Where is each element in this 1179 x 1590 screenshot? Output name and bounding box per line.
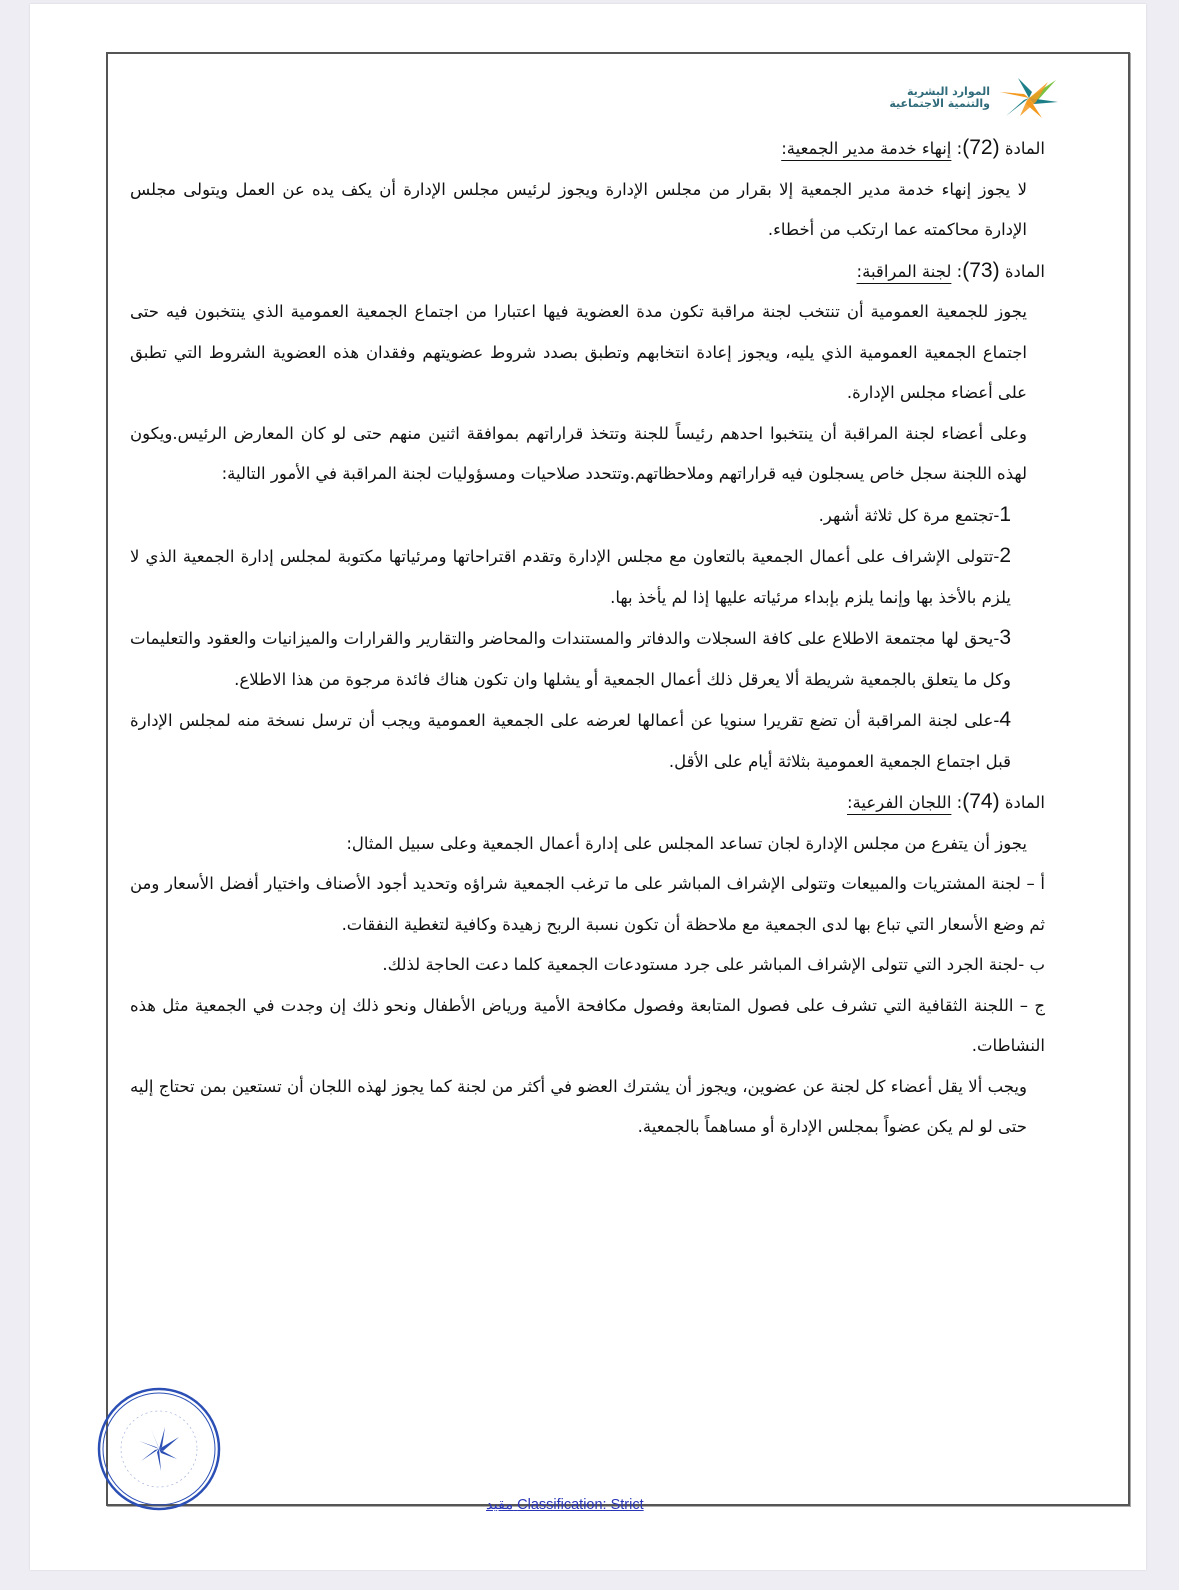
item-number: 3 — [999, 626, 1011, 649]
article-74-intro: يجوز أن يتفرع من مجلس الإدارة لجان تساعد المجلس على إدارة أعمال الجمعية وعلى سبيل المثال: — [346, 833, 1027, 853]
article-72-body: لا يجوز إنهاء خدمة مدير الجمعية إلا بقرار من مجلس الإدارة ويجوز لرئيس مجلس الإدارة أن يكف يده عن العمل ويتولى مجلس الإدارة محاكمته عما ارتكب من أخطاء. — [130, 179, 1027, 239]
item-text: اللجنة الثقافية التي تشرف على فصول المتابعة وفصول مكافحة الأمية ورياض الأطفال ونحو ذلك إن وجدت في الجمعية مثل هذه النشاطات. — [130, 995, 1045, 1055]
stamp-emblem-icon — [139, 1427, 179, 1471]
item-number: 2 — [999, 544, 1011, 567]
item-text: لجنة الجرد التي تتولى الإشراف المباشر على جرد مستودعات الجمعية كلما دعت الحاجة لذلك. — [382, 955, 1019, 974]
list-item — [130, 618, 1045, 700]
list-item — [130, 945, 1045, 986]
ministry-emblem-icon — [998, 76, 1060, 120]
article-prefix: المادة — [1004, 139, 1045, 158]
item-text: -تتولى الإشراف على أعمال الجمعية بالتعاون مع مجلس الإدارة وتقدم اقتراحاتها ومرئياتها مكتوبة لمجلس إدارة الجمعية الذي لا يلزم بالأخذ بها وإنما يلزم بإبداء مرئياته عليها إذا لم يأخذ بها. — [130, 547, 1011, 607]
article-title: لجنة المراقبة: — [856, 261, 952, 281]
article-73-para-2: وعلى أعضاء لجنة المراقبة أن ينتخبوا احدهم رئيساً للجنة وتتخذ قراراتهم بموافقة اثنين منهم حتى لو كان المعارض الرئيس.ويكون لهذه اللجنة سجل خاص يسجلون فيه قراراتهم وملاحظاتهم.وتتحدد صلاحيات ومسؤوليات لجنة المراقبة في الأمور التالية: — [130, 423, 1027, 483]
list-item — [130, 495, 1045, 537]
item-number: 1 — [999, 502, 1011, 526]
article-title: إنهاء خدمة مدير الجمعية: — [781, 139, 952, 158]
list-item — [130, 986, 1045, 1067]
list-item — [130, 700, 1045, 782]
article-74-closing: ويجب ألا يقل أعضاء كل لجنة عن عضوين، ويجوز أن يشترك العضو في أكثر من لجنة كما يجوز لهذه اللجان أن تستعين بمن تحتاج إليه حتى لو لم يكن عضواً بمجلس الإدارة أو مساهماً بالجمعية. — [130, 1076, 1027, 1136]
official-stamp — [96, 1386, 222, 1512]
article-prefix: المادة — [1004, 261, 1045, 281]
logo-line-2: والتنمية الاجتماعية — [889, 97, 990, 110]
article-73-heading: المادة (73): لجنة المراقبة: — [856, 258, 1045, 282]
item-label: ب - — [1018, 955, 1045, 974]
logo-line-1: الموارد البشرية — [907, 85, 990, 98]
article-73-para-1: يجوز للجمعية العمومية أن تنتخب لجنة مراقبة تكون مدة العضوية فيها اعتبارا من اجتماع الجمعية العمومية الذي ينتخبون فيه حتى اجتماع الجمعية العمومية الذي يليه، ويجوز إعادة انتخابهم وتطبق بصدد شروط عضويتهم وفقدان هذه العضوية الشروط التي تطبق على أعضاء مجلس الإدارة. — [130, 302, 1027, 402]
item-text: -على لجنة المراقبة أن تضع تقريرا سنويا عن أعمالها لعرضه على الجمعية العمومية ويجب أن ترسل نسخة منه لمجلس الإدارة قبل اجتماع الجمعية العمومية بثلاثة أيام على الأقل. — [130, 711, 1011, 771]
article-72-heading: المادة (72): إنهاء خدمة مدير الجمعية: — [781, 136, 1045, 159]
list-item — [130, 864, 1045, 945]
item-number: 4 — [999, 708, 1011, 731]
article-title: اللجان الفرعية: — [847, 793, 952, 812]
item-text: لجنة المشتريات والمبيعات وتتولى الإشراف المباشر على ما ترغب الجمعية شراؤه وتحديد أجود الأصناف واختيار أفضل الأسعار ومن ثم وضع الأسعار التي تباع بها لدى الجمعية مع ملاحظة أن تكون نسبة الربح زهيدة وكافية لتغطية النفقات. — [130, 874, 1045, 934]
article-74-heading: المادة (74): اللجان الفرعية: — [847, 790, 1045, 813]
article-number: (74) — [962, 790, 1000, 813]
document-body — [130, 128, 1045, 1148]
classification-label — [486, 1497, 644, 1513]
article-number: (73) — [962, 258, 1000, 282]
logo-text — [889, 86, 990, 110]
item-text: -تجتمع مرة كل ثلاثة أشهر. — [818, 505, 1000, 525]
item-label: ج – — [1013, 995, 1046, 1015]
ministry-logo — [880, 76, 1060, 120]
article-prefix: المادة — [1004, 793, 1045, 812]
item-text: -يحق لها مجتمعة الاطلاع على كافة السجلات والدفاتر والمستندات والمحاضر والتقارير والقرارات والميزانيات والعقود والتعليمات وكل ما يتعلق بالجمعية شريطة ألا يعرقل ذلك أعمال الجمعية أو يشلها وان تكون هناك فائدة مرجوة من هذا الاطلاع. — [130, 629, 1011, 689]
article-number: (72) — [962, 136, 1000, 159]
list-item — [130, 536, 1045, 618]
item-label: أ – — [1020, 874, 1045, 893]
document-page — [30, 4, 1146, 1570]
classification-arabic: مقيد — [486, 1497, 514, 1513]
classification-english: Classification: Strict — [517, 1497, 644, 1513]
